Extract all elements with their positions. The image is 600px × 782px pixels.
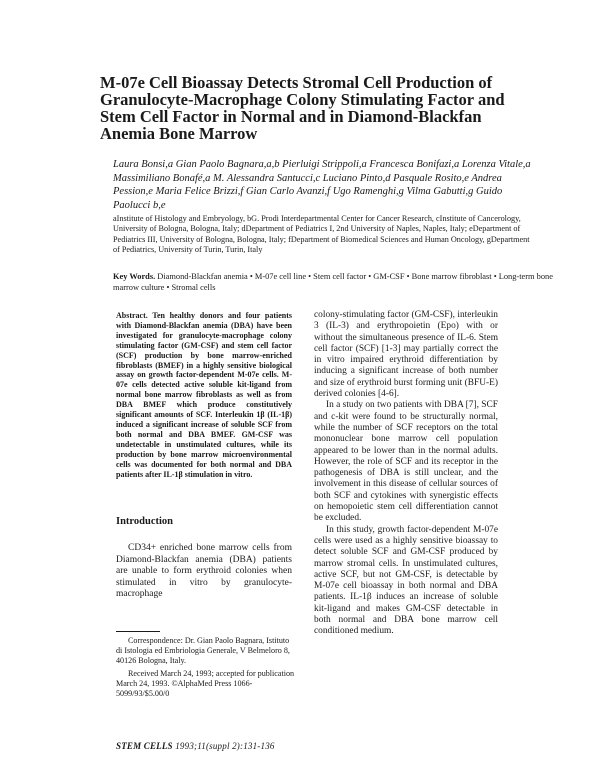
keywords — [113, 272, 553, 293]
keywords-text: Diamond-Blackfan anemia • M-07e cell line • Stem cell factor • GM-CSF • Bone marrow fibroblast • Long-term bone marrow culture • Stromal cells — [113, 272, 553, 292]
footnote-correspondence: Correspondence: Dr. Gian Paolo Bagnara, Istituto di Istologia ed Embriologia Generale, V Belmeloro 8, 40126 Bologna, Italy. — [116, 636, 290, 665]
keywords-label: Key Words. — [113, 272, 156, 281]
article-title: M-07e Cell Bioassay Detects Stromal Cell Production of Granulocyte-Macrophage Colony Stimulating Factor and Stem Cell Factor in Normal and in Diamond-Blackfan Anemia Bone Marrow — [100, 73, 505, 143]
footnote-received: Received March 24, 1993; accepted for publication March 24, 1993. ©AlphaMed Press 1066-5099/93/$5.00/0 — [116, 669, 295, 698]
right-paragraph: In a study on two patients with DBA [7], SCF and c-kit were found to be structurally normal, while the number of SCF receptors on the total mononuclear bone marrow cell population appeared to be lower than in the normal adults. However, the role of SCF and its receptor in the pathogenesis of DBA is still unclear, and the involvement in this disease of cellular sources of both SCF and cytokines with synergistic effects on hemopoietic stem cell differentiation cannot be excluded. — [314, 400, 498, 524]
section-heading-introduction: Introduction — [116, 516, 173, 527]
journal-citation: 1993;11(suppl 2):131-136 — [175, 741, 275, 751]
footnotes — [116, 636, 296, 702]
journal-footer — [116, 741, 275, 751]
intro-paragraph-left — [116, 543, 292, 601]
right-paragraph: In this study, growth factor-dependent M-07e cells were used as a highly sensitive bioassay to detect soluble SCF and GM-CSF produced by marrow stromal cells. In unstimulated cultures, active SCF, but not GM-CSF, is detectable by M-07e cell bioassay in both normal and DBA patients. IL-1β induces an increase of soluble kit-ligand and makes GM-CSF detectable in both normal and DBA bone marrow cell conditioned medium. — [314, 524, 498, 637]
right-column — [314, 310, 498, 638]
author-list: Laura Bonsi,a Gian Paolo Bagnara,a,b Pierluigi Strippoli,a Francesca Bonifazi,a Lorenza Vitale,a Massimiliano Bonafé,a M. Alessandra Santucci,c Luciano Pinto,d Pasquale Rosito,e Andrea Pession,e Maria Felice Brizzi,f Gian Carlo Avanzi,f Ugo Ramenghi,g Vilma Gabutti,g Guido Paolucci b,e — [113, 159, 531, 212]
intro-left-text: CD34+ enriched bone marrow cells from Diamond-Blackfan anemia (DBA) patients are unable to form erythroid colonies when stimulated in vitro by granulocyte-macrophage — [116, 543, 292, 600]
journal-name: STEM CELLS — [116, 741, 173, 751]
affiliations: aInstitute of Histology and Embryology, bG. Prodi Interdepartmental Center for Cancer Research, cInstitute of Cancerology, University of Bologna, Bologna, Italy; dDepartment of Pediatrics I, 2nd University of Naples, Naples, Italy; eDepartment of Pediatrics III, University of Bologna, Bologna, Italy; fDepartment of Biomedical Sciences and Human Oncology, gDepartment of Pediatrics, University of Turin, Turin, Italy — [113, 214, 530, 255]
footnote-divider — [116, 631, 160, 632]
right-paragraph: colony-stimulating factor (GM-CSF), interleukin 3 (IL-3) and erythropoietin (Epo) with or without the simultaneous presence of IL-6. Stem cell factor (SCF) [1-3] may partially correct the in vitro impaired erythroid differentiation by inducing a significant increase of both number and size of erythroid burst forming unit (BFU-E) derived colonies [4-6]. — [314, 310, 498, 400]
abstract: Abstract. Ten healthy donors and four patients with Diamond-Blackfan anemia (DBA) have been investigated for granulocyte-macrophage colony stimulating factor (GM-CSF) and stem cell factor (SCF) production by bone marrow-enriched fibroblasts (BMEF) in a highly sensitive biological assay on growth factor-dependent M-07e cells. M-07e cells detected active soluble kit-ligand from normal bone marrow fibroblasts as well as from DBA BMEF which produce constitutively significant amounts of SCF. Interleukin 1β (IL-1β) induced a significant increase of soluble SCF from both normal and DBA BMEF. GM-CSF was undetectable in unstimulated cultures, while its production by bone marrow microenvironmental cells was documented for both normal and DBA patients after IL-1β stimulation in vitro. — [116, 311, 292, 479]
